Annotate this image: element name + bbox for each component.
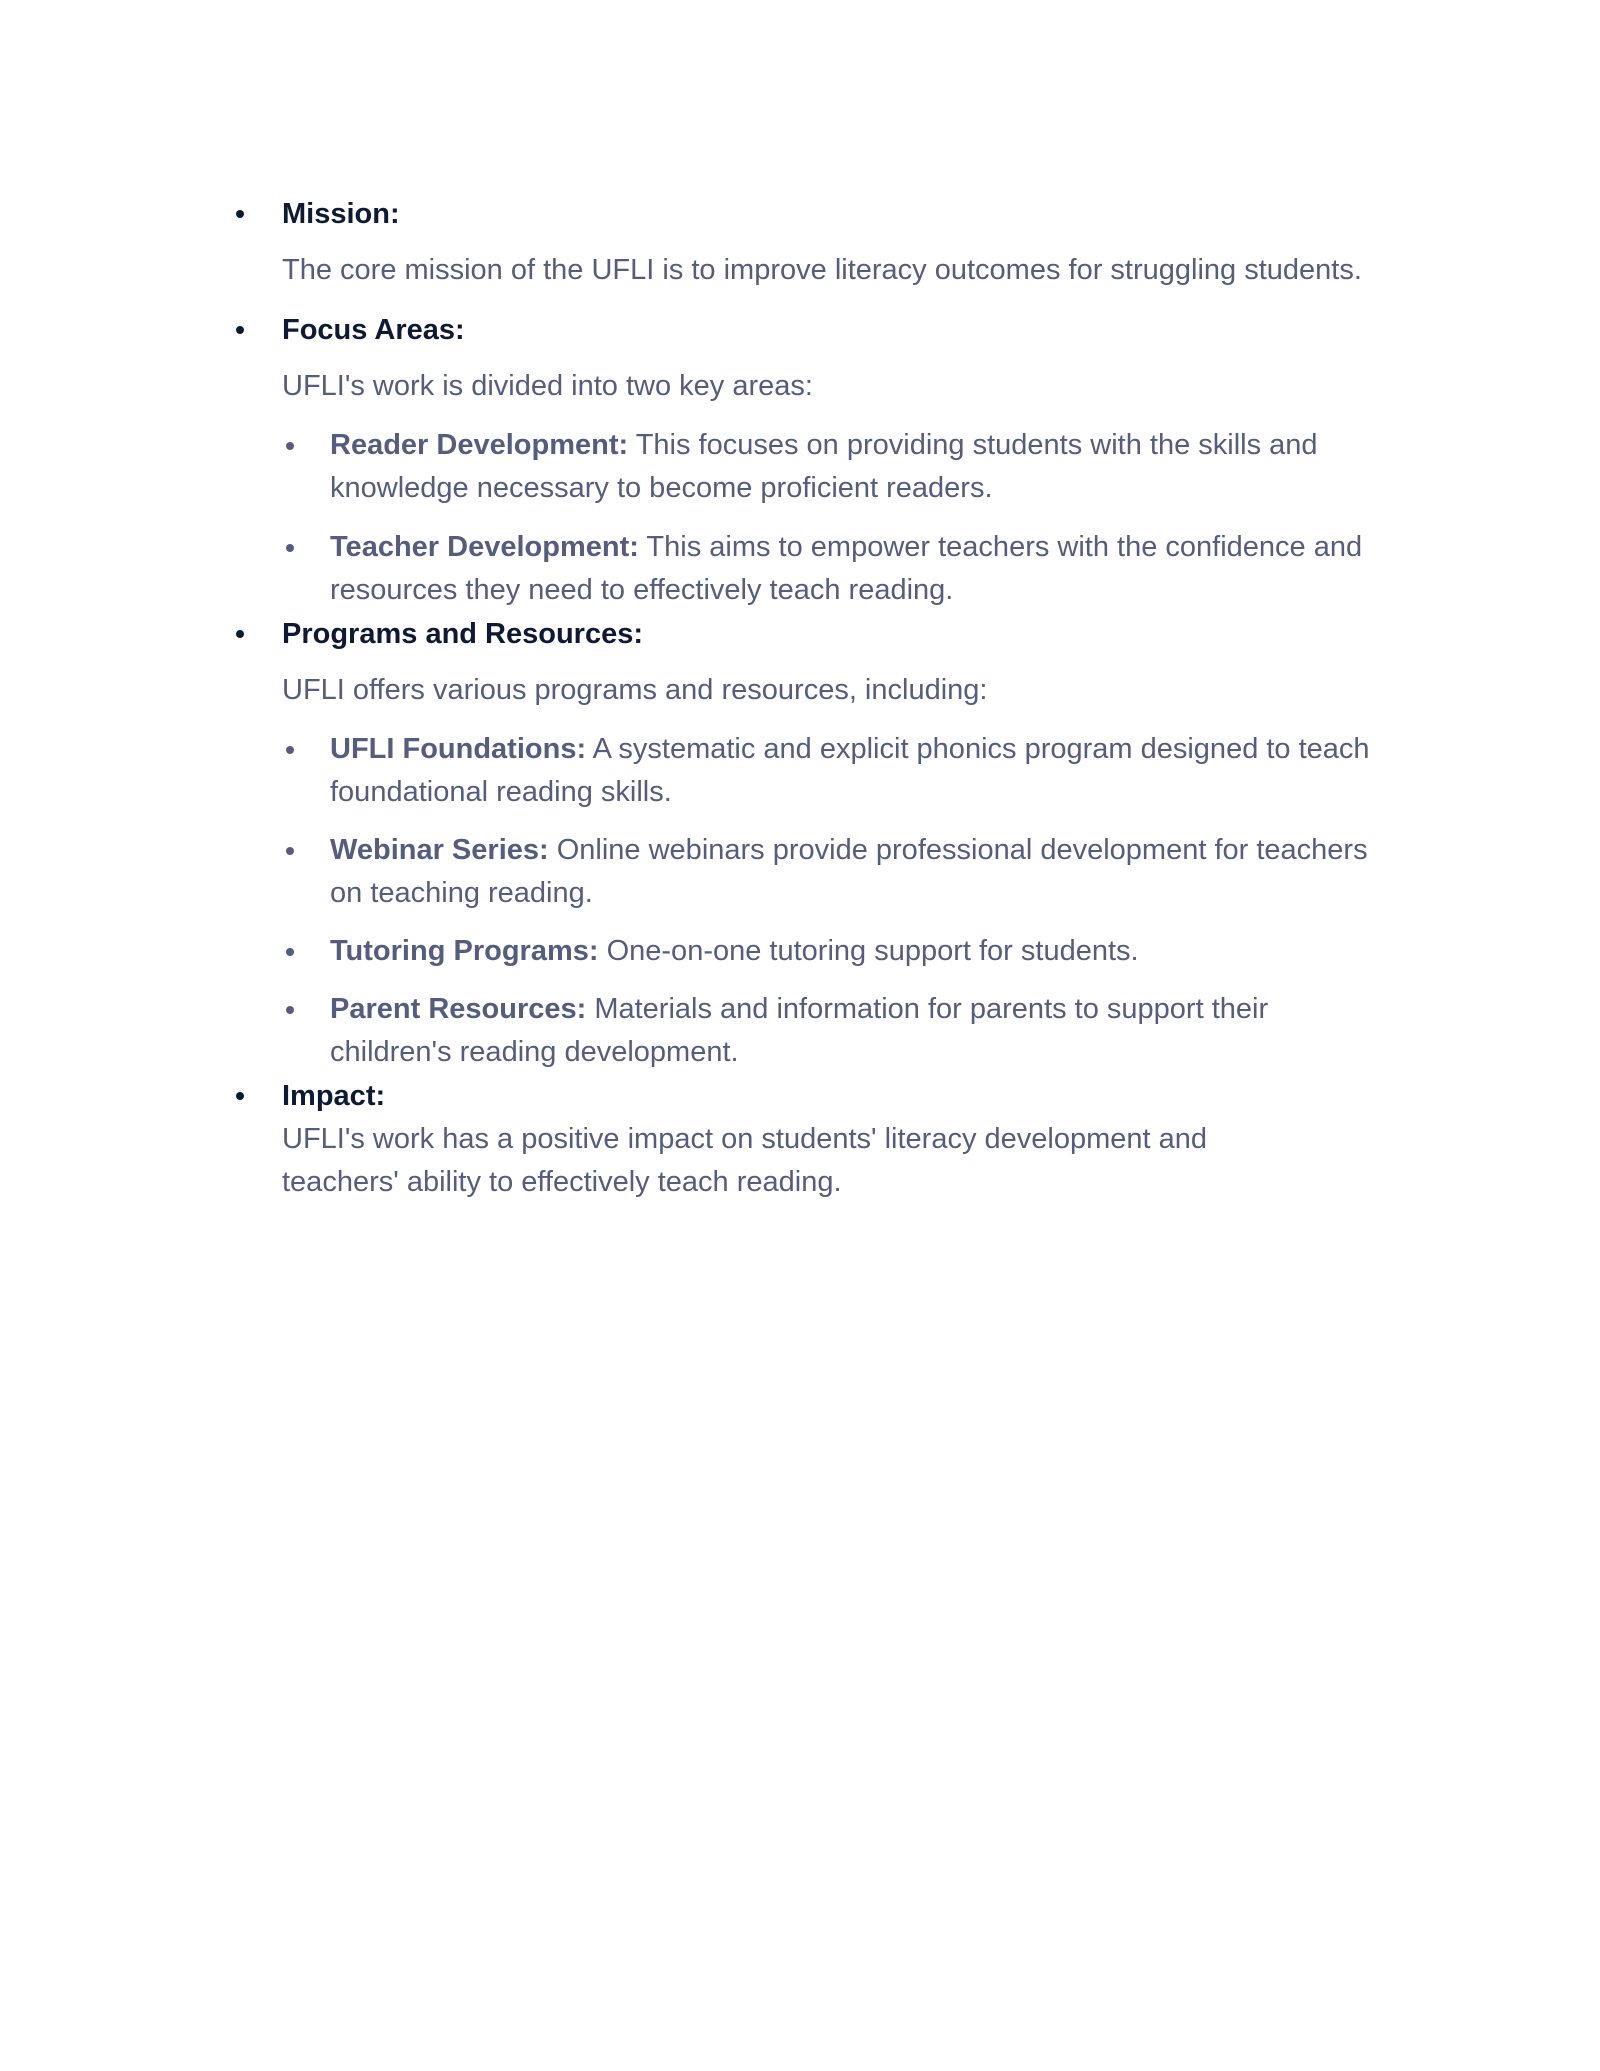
list-item bbox=[236, 829, 1390, 915]
section-heading: Programs and Resources: bbox=[282, 618, 644, 650]
item-label: Parent Resources: bbox=[330, 993, 587, 1025]
section-intro: UFLI's work is divided into two key areas: bbox=[282, 370, 813, 402]
item-label: Tutoring Programs: bbox=[330, 935, 599, 967]
section-text: The core mission of the UFLI is to improve literacy outcomes for struggling students. bbox=[282, 254, 1362, 286]
programs-list bbox=[236, 728, 1436, 1074]
bullet-icon bbox=[236, 630, 244, 638]
item-text: A systematic and explicit phonics program designed to teach foundational reading skills. bbox=[330, 733, 1370, 808]
item-label: Teacher Development: bbox=[330, 531, 639, 563]
bullet-icon bbox=[286, 948, 294, 956]
section-text: UFLI's work has a positive impact on students' literacy development and teachers' ability to effectively teach reading. bbox=[282, 1123, 1208, 1198]
section-intro: UFLI offers various programs and resources, including: bbox=[282, 674, 988, 706]
bullet-icon bbox=[286, 442, 294, 450]
bullet-icon bbox=[236, 1092, 244, 1100]
section-heading: Focus Areas: bbox=[282, 314, 465, 346]
item-text: Online webinars provide professional development for teachers on teaching reading. bbox=[330, 834, 1368, 909]
document-content bbox=[236, 192, 1436, 1204]
bullet-icon bbox=[286, 746, 294, 754]
item-text: Materials and information for parents to support their children's reading development. bbox=[330, 993, 1269, 1068]
section-heading: Impact: bbox=[282, 1080, 386, 1112]
section-heading: Mission: bbox=[282, 198, 400, 230]
bullet-icon bbox=[236, 210, 244, 218]
section-programs bbox=[236, 612, 1436, 712]
list-item bbox=[236, 930, 1390, 973]
item-text: This aims to empower teachers with the confidence and resources they need to effectively teach reading. bbox=[330, 531, 1363, 606]
item-label: UFLI Foundations: bbox=[330, 733, 587, 765]
bullet-icon bbox=[286, 847, 294, 855]
list-item bbox=[236, 988, 1390, 1074]
section-focus-areas bbox=[236, 308, 1436, 408]
bullet-icon bbox=[236, 326, 244, 334]
bullet-icon bbox=[286, 544, 294, 552]
item-label: Webinar Series: bbox=[330, 834, 549, 866]
list-item bbox=[236, 424, 1390, 510]
section-impact bbox=[236, 1074, 1436, 1204]
focus-areas-list bbox=[236, 424, 1436, 612]
item-text: This focuses on providing students with the skills and knowledge necessary to become proficient readers. bbox=[330, 429, 1318, 504]
section-mission bbox=[236, 192, 1436, 292]
list-item bbox=[236, 728, 1390, 814]
list-item bbox=[236, 526, 1390, 612]
item-text: One-on-one tutoring support for students. bbox=[598, 935, 1139, 967]
bullet-icon bbox=[286, 1006, 294, 1014]
item-label: Reader Development: bbox=[330, 429, 629, 461]
